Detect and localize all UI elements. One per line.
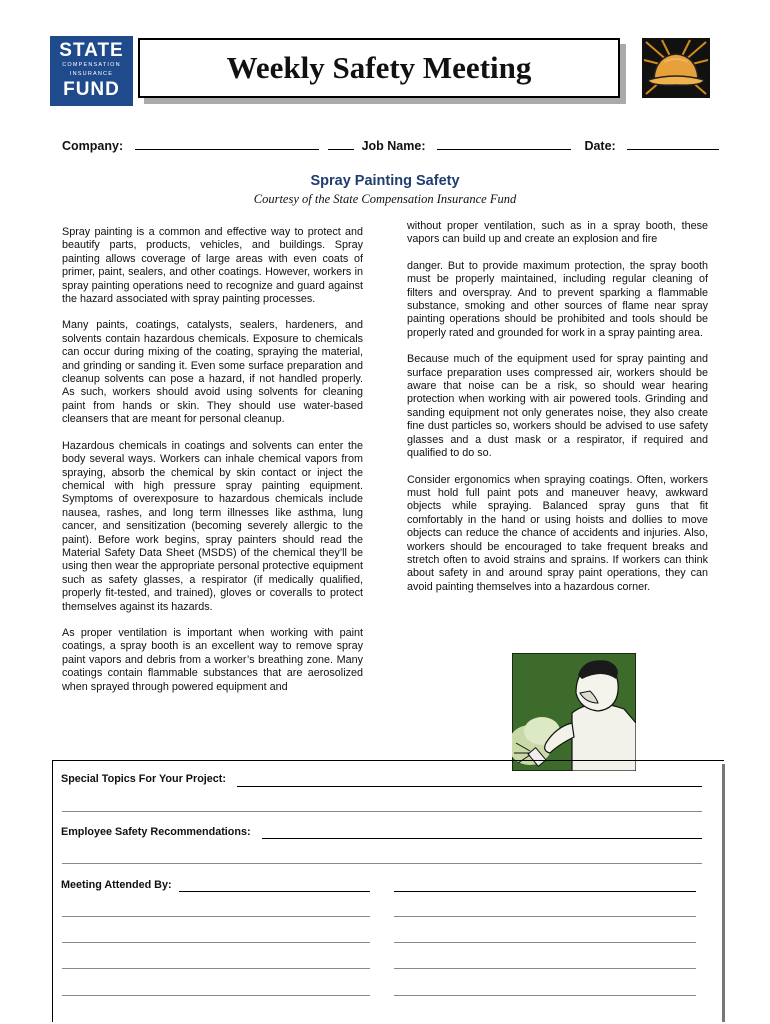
right-column (407, 220, 708, 607)
attendee-field-3[interactable] (62, 916, 370, 917)
attendee-field-2[interactable] (394, 891, 696, 892)
date-label: Date: (584, 139, 616, 153)
recommendations-field[interactable] (262, 838, 702, 839)
paragraph: Hazardous chemicals in coatings and solvents can enter the body several ways. Workers can inhale chemical vapors from spraying, absorb the chemical by skin contact or inject the chemical with high pressure spray painting equipment. Symptoms of overexposure to hazardous chemicals include nausea, rashes, and long term illnesses like asthma, lung cancer, and sensitization (becoming severely allergic to the paint). Before work begins, spray painters should read the Material Safety Data Sheet (MSDS) of the chemical they’ll be using then wear the appropriate personal protective equipment such as safety glasses, a respirator (if medically qualified, properly fit-tested, and trained), gloves or coveralls to protect themselves against its hazards. (62, 439, 363, 613)
attendee-field-6[interactable] (394, 942, 696, 943)
attendee-field-10[interactable] (394, 995, 696, 996)
page-title: Weekly Safety Meeting (226, 50, 532, 85)
paragraph: Because much of the equipment used for spray painting and surface preparation uses compressed air, workers should be aware that noise can be a risk, so should wear hearing protection when working with air powered tools. Grinding and sanding equipment not only generates noise, they also create fine dust particles so, workers should be advised to use safety glasses and a dust mask or a respirator, if required and qualified to do so. (407, 353, 708, 460)
paragraph: Spray painting is a common and effective way to protect and beautify parts, products, vehicles, and buildings. Spray painting allows coverage of large areas with even coats of primer, paint, sealers, and other coatings. However, workers in spray painting operations need to recognize and guard against the hazard associated with spray painting processes. (62, 226, 363, 306)
left-column (62, 226, 363, 707)
hard-hat-icon (642, 38, 710, 98)
paragraph: Consider ergonomics when spraying coatings. Often, workers must hold full paint pots and maneuver heavy, awkward objects while spraying. Balanced spray guns that fit comfortably in the hand or using hoists and dollies to move objects can reduce the chance of accidents and injuries. Also, workers should be encouraged to take frequent breaks and stretch often to avoid strains and sprains. If workers can think about safety in and around spray paint operations, they can avoid painting themselves into a hazardous corner. (407, 473, 708, 593)
article-title: Spray Painting Safety (310, 173, 460, 189)
paragraph: As proper ventilation is important when working with paint coatings, a spray booth is an excellent way to remove spray paint vapors and debris from a worker’s breathing zone. Many coatings contain flammable substances that are aerosolized when sprayed through powered equipment and (62, 626, 363, 693)
paragraph: Many paints, coatings, catalysts, sealers, hardeners, and solvents contain hazardous chemicals. Exposure to chemicals can occur during mixing of the coating, spraying the material, and grinding or sanding it. Even some surface preparation and cleanup solvents can pose a hazard, if not handled properly. As such, workers should avoid using solvents for cleaning paint from hands or skin. They should use water-based cleansers that are meant for personal cleanup. (62, 319, 363, 426)
attendee-field-9[interactable] (62, 995, 370, 996)
form-shadow (722, 764, 725, 1022)
paragraph: without proper ventilation, such as in a spray booth, these vapors can build up and create an explosion and fire (407, 220, 708, 246)
recommendations-field-2[interactable] (62, 863, 702, 864)
state-fund-logo (50, 36, 133, 106)
header-fields (62, 137, 719, 153)
job-name-label: Job Name: (361, 139, 426, 153)
logo-line-compensation: COMPENSATION (62, 62, 121, 68)
attendee-field-4[interactable] (394, 916, 696, 917)
paragraph: danger. But to provide maximum protection, the spray booth must be properly maintained, including regular cleaning of filters and overspray. And to prevent sparking a flammable substance, smoking and other sources of flame near spray painting operations should be prohibited and tools should be properly rated and grounded for work in a spray painting area. (407, 259, 708, 339)
job-name-field[interactable] (437, 137, 571, 150)
attendee-field-7[interactable] (62, 968, 370, 969)
special-topics-label: Special Topics For Your Project: (61, 773, 226, 785)
company-field[interactable] (135, 137, 319, 150)
attended-by-label: Meeting Attended By: (61, 879, 172, 891)
recommendations-label: Employee Safety Recommendations: (61, 826, 251, 838)
courtesy-line: Courtesy of the State Compensation Insurance Fund (253, 192, 517, 206)
special-topics-field[interactable] (237, 786, 702, 787)
attendee-field-1[interactable] (179, 891, 370, 892)
title-box (138, 38, 620, 98)
logo-line-insurance: INSURANCE (69, 71, 114, 77)
attendee-field-8[interactable] (394, 968, 696, 969)
special-topics-field-2[interactable] (62, 811, 702, 812)
attendee-field-5[interactable] (62, 942, 370, 943)
spray-painter-illustration (512, 653, 636, 771)
company-field-extra[interactable] (328, 137, 354, 150)
date-field[interactable] (627, 137, 719, 150)
logo-line-fund: FUND (63, 79, 120, 100)
logo-line-state: STATE (59, 40, 124, 61)
company-label: Company: (62, 139, 124, 153)
